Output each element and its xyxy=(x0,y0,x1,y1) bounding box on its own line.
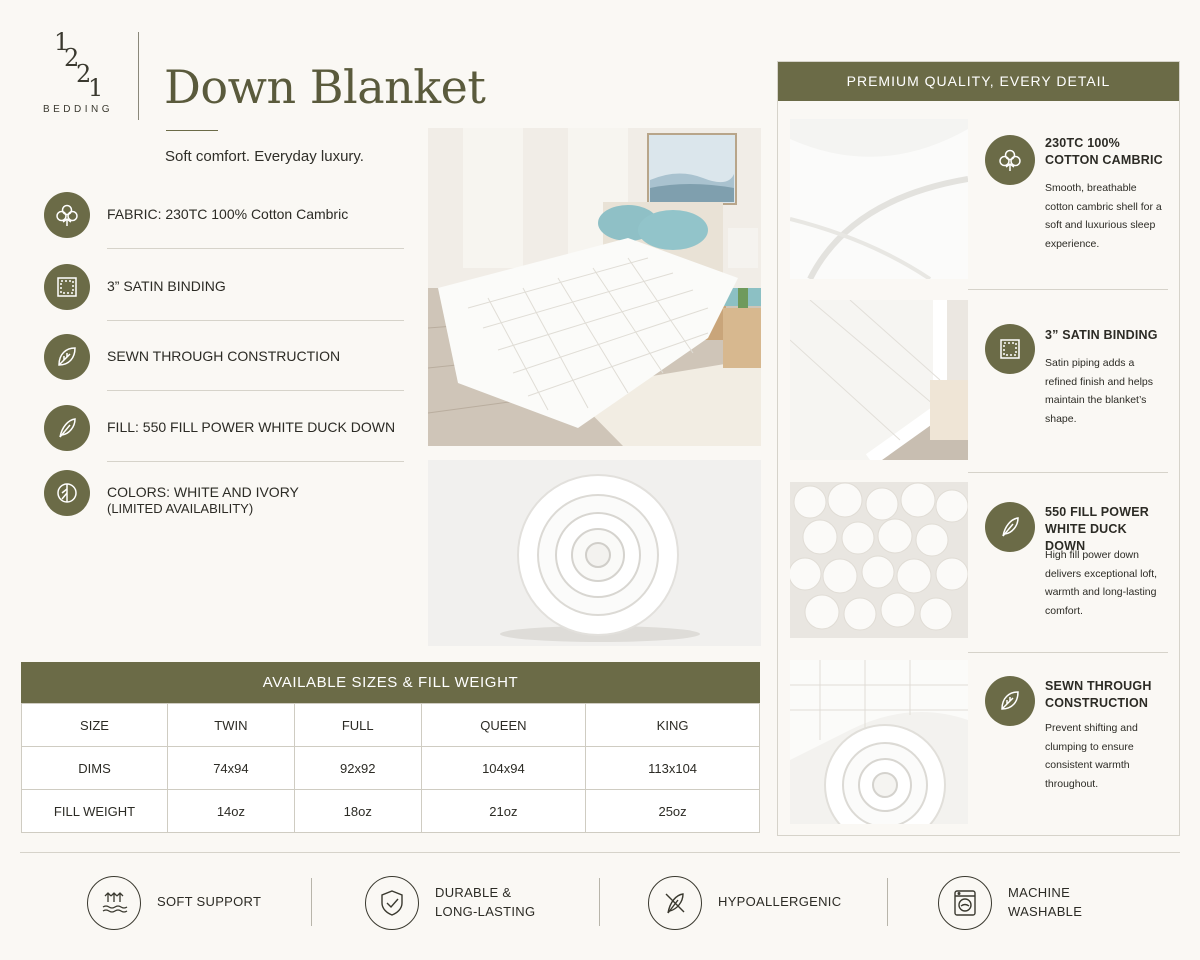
row-label: SIZE xyxy=(22,704,168,747)
table-row xyxy=(22,704,760,747)
benefit-label-line: MACHINE xyxy=(1008,885,1071,900)
binding-icon xyxy=(44,264,90,310)
desc-line: warmth and long-lasting xyxy=(1045,586,1157,598)
benefit-soft-support xyxy=(87,874,287,930)
down-fill-photo xyxy=(790,482,968,638)
desc-line: throughout. xyxy=(1045,777,1099,790)
feature-label: SEWN THROUGH CONSTRUCTION xyxy=(107,348,341,364)
row-label: FILL WEIGHT xyxy=(22,790,168,833)
leaf-icon xyxy=(44,334,90,380)
table-cell: TWIN xyxy=(168,704,295,747)
desc-line: comfort. xyxy=(1045,604,1083,617)
table-cell: 18oz xyxy=(294,790,421,833)
logo-divider xyxy=(138,32,139,120)
benefit-label xyxy=(435,883,535,921)
bedroom-photo xyxy=(428,128,761,446)
table-row xyxy=(22,747,760,790)
detail-divider xyxy=(968,472,1168,473)
benefit-label-line: WASHABLE xyxy=(1008,904,1083,919)
table-cell: 21oz xyxy=(421,790,585,833)
table-cell: 92x92 xyxy=(294,747,421,790)
detail-title-line: COTTON CAMBRIC xyxy=(1045,153,1163,167)
cotton-icon xyxy=(985,135,1035,185)
detail-item-fill xyxy=(790,482,1168,638)
detail-title-line: WHITE DUCK DOWN xyxy=(1045,522,1127,553)
detail-panel-heading: PREMIUM QUALITY, EVERY DETAIL xyxy=(778,62,1179,101)
feature-binding xyxy=(44,264,406,334)
feature-fabric xyxy=(44,192,406,262)
detail-description xyxy=(1045,354,1173,428)
table-cell: 113x104 xyxy=(586,747,760,790)
desc-line: Satin piping adds a xyxy=(1045,357,1135,369)
table-cell: 25oz xyxy=(586,790,760,833)
benefit-durable xyxy=(365,874,585,930)
detail-divider xyxy=(968,289,1168,290)
detail-description xyxy=(1045,546,1173,620)
benefit-label: SOFT SUPPORT xyxy=(157,894,262,909)
table-cell: KING xyxy=(586,704,760,747)
logo-word: BEDDING xyxy=(42,104,114,115)
feature-divider xyxy=(107,461,404,462)
benefit-divider xyxy=(311,878,312,926)
binding-closeup-photo xyxy=(790,300,968,460)
feature-divider xyxy=(107,320,404,321)
washing-machine-icon xyxy=(938,876,992,930)
feather-icon xyxy=(44,405,90,451)
benefit-label xyxy=(1008,883,1082,921)
desc-line: shape. xyxy=(1045,412,1077,425)
row-label: DIMS xyxy=(22,747,168,790)
desc-line: experience. xyxy=(1045,237,1100,250)
table-cell: 74x94 xyxy=(168,747,295,790)
desc-line: cotton cambric shell for a xyxy=(1045,200,1162,213)
detail-title xyxy=(1045,678,1152,712)
leaf-icon xyxy=(985,676,1035,726)
detail-item-binding xyxy=(790,300,1168,460)
feature-construction xyxy=(44,334,406,404)
benefit-label-line: DURABLE & xyxy=(435,885,512,900)
table-cell: QUEEN xyxy=(421,704,585,747)
fabric-closeup-photo xyxy=(790,119,968,279)
desc-line: Prevent shifting and xyxy=(1045,722,1138,734)
desc-line: refined finish and helps xyxy=(1045,375,1153,388)
color-swatch-icon xyxy=(44,470,90,516)
logo-digit-4: 1 xyxy=(88,74,104,98)
feature-label: 3” SATIN BINDING xyxy=(107,278,226,294)
desc-line: clumping to ensure xyxy=(1045,740,1134,753)
feature-divider xyxy=(107,390,404,391)
table-row xyxy=(22,790,760,833)
benefit-label: HYPOALLERGENIC xyxy=(718,894,842,909)
binding-icon xyxy=(985,324,1035,374)
shield-check-icon xyxy=(365,876,419,930)
brand-logo xyxy=(36,28,120,118)
desc-line: soft and luxurious sleep xyxy=(1045,219,1156,231)
feature-label: FILL: 550 FILL POWER WHITE DUCK DOWN xyxy=(107,419,396,435)
detail-title-line: SEWN THROUGH xyxy=(1045,679,1152,693)
table-cell: 14oz xyxy=(168,790,295,833)
detail-title-line: 550 FILL POWER xyxy=(1045,505,1149,519)
feature-colors xyxy=(44,470,406,540)
detail-title-line: CONSTRUCTION xyxy=(1045,696,1149,710)
page-title: Down Blanket xyxy=(164,60,486,114)
feature-label: FABRIC: 230TC 100% Cotton Cambric xyxy=(107,206,349,222)
detail-item-construction xyxy=(790,660,1168,824)
benefit-divider xyxy=(599,878,600,926)
detail-title xyxy=(1045,135,1163,169)
benefit-hypoallergenic xyxy=(648,874,868,930)
table-cell: FULL xyxy=(294,704,421,747)
sizes-table-heading: AVAILABLE SIZES & FILL WEIGHT xyxy=(21,662,760,703)
logo-digit-1: 1 xyxy=(54,28,70,56)
table-cell: 104x94 xyxy=(421,747,585,790)
desc-line: High fill power down xyxy=(1045,549,1139,561)
feature-label: COLORS: WHITE AND IVORY xyxy=(107,484,299,500)
logo-digit-2: 2 xyxy=(64,44,80,72)
tagline: Soft comfort. Everyday luxury. xyxy=(165,148,364,165)
bottom-divider xyxy=(20,852,1180,853)
detail-title xyxy=(1045,327,1158,344)
detail-title-line: 230TC 100% xyxy=(1045,136,1120,150)
detail-divider xyxy=(968,652,1168,653)
feature-fill xyxy=(44,405,406,475)
feature-divider xyxy=(107,248,404,249)
feather-icon xyxy=(648,876,702,930)
feature-sublabel: (LIMITED AVAILABILITY) xyxy=(107,501,254,516)
benefit-label-line: LONG-LASTING xyxy=(435,904,536,919)
detail-panel xyxy=(777,61,1180,836)
benefit-machine-washable xyxy=(938,874,1138,930)
desc-line: maintain the blanket’s xyxy=(1045,394,1147,406)
quilted-roll-photo xyxy=(790,660,968,824)
feather-icon xyxy=(985,502,1035,552)
detail-title-line: 3” SATIN BINDING xyxy=(1045,328,1158,342)
desc-line: Smooth, breathable xyxy=(1045,182,1137,194)
desc-line: delivers exceptional loft, xyxy=(1045,567,1158,580)
detail-description xyxy=(1045,179,1173,253)
benefit-divider xyxy=(887,878,888,926)
sizes-table xyxy=(21,703,760,833)
desc-line: consistent warmth xyxy=(1045,759,1130,771)
soft-support-icon xyxy=(87,876,141,930)
detail-item-fabric xyxy=(790,119,1168,279)
cotton-icon xyxy=(44,192,90,238)
title-rule xyxy=(166,130,218,131)
detail-description xyxy=(1045,719,1173,793)
rolled-blanket-photo xyxy=(428,460,761,646)
logo-digit-3: 2 xyxy=(76,60,92,88)
logo-numbers-graphic xyxy=(50,28,106,98)
